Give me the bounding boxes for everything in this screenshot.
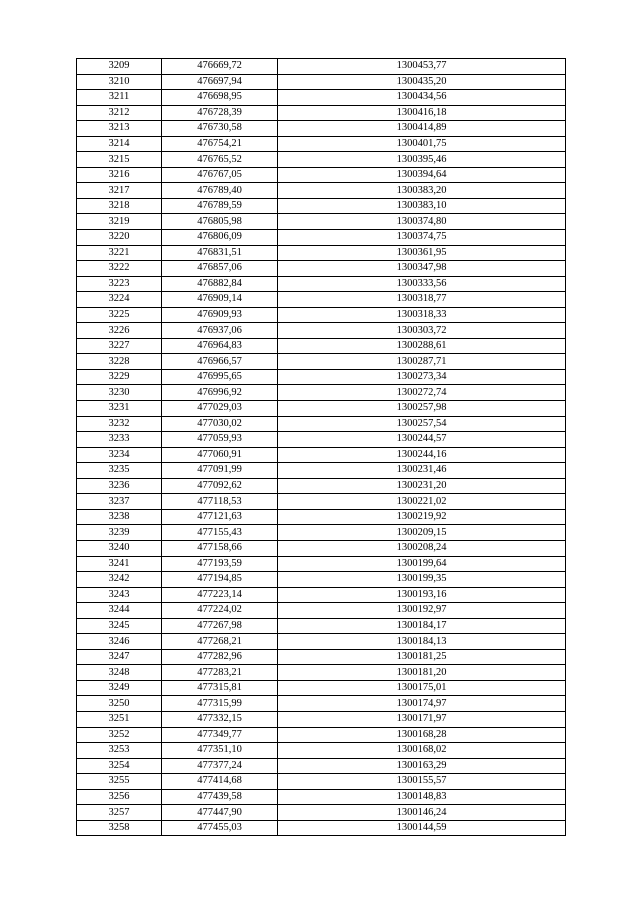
point-number-cell: 3255 (77, 774, 162, 790)
y-coordinate-cell: 1300273,34 (278, 369, 566, 385)
point-number-cell: 3219 (77, 214, 162, 230)
point-number-cell: 3239 (77, 525, 162, 541)
point-number-cell: 3220 (77, 230, 162, 246)
table-row (77, 167, 566, 183)
x-coordinate-cell: 477155,43 (162, 525, 278, 541)
point-number-cell: 3233 (77, 432, 162, 448)
table-row (77, 603, 566, 619)
point-number-cell: 3254 (77, 758, 162, 774)
y-coordinate-cell: 1300257,54 (278, 416, 566, 432)
point-number-cell: 3225 (77, 307, 162, 323)
point-number-cell: 3215 (77, 152, 162, 168)
x-coordinate-cell: 476995,65 (162, 369, 278, 385)
point-number-cell: 3234 (77, 447, 162, 463)
x-coordinate-cell: 477439,58 (162, 789, 278, 805)
y-coordinate-cell: 1300435,20 (278, 74, 566, 90)
y-coordinate-cell: 1300401,75 (278, 136, 566, 152)
point-number-cell: 3240 (77, 540, 162, 556)
table-row (77, 276, 566, 292)
y-coordinate-cell: 1300257,98 (278, 401, 566, 417)
table-row (77, 743, 566, 759)
table-row (77, 214, 566, 230)
table-row (77, 307, 566, 323)
x-coordinate-cell: 476728,39 (162, 105, 278, 121)
table-row (77, 121, 566, 137)
y-coordinate-cell: 1300148,83 (278, 789, 566, 805)
y-coordinate-cell: 1300175,01 (278, 680, 566, 696)
x-coordinate-cell: 476996,92 (162, 385, 278, 401)
y-coordinate-cell: 1300163,29 (278, 758, 566, 774)
point-number-cell: 3217 (77, 183, 162, 199)
point-number-cell: 3252 (77, 727, 162, 743)
x-coordinate-cell: 476697,94 (162, 74, 278, 90)
x-coordinate-cell: 477283,21 (162, 665, 278, 681)
point-number-cell: 3235 (77, 463, 162, 479)
y-coordinate-cell: 1300318,77 (278, 292, 566, 308)
y-coordinate-cell: 1300171,97 (278, 711, 566, 727)
point-number-cell: 3258 (77, 820, 162, 836)
point-number-cell: 3227 (77, 338, 162, 354)
x-coordinate-cell: 476806,09 (162, 230, 278, 246)
point-number-cell: 3222 (77, 261, 162, 277)
point-number-cell: 3237 (77, 494, 162, 510)
coordinates-table-body (77, 59, 566, 836)
table-row (77, 478, 566, 494)
table-row (77, 789, 566, 805)
table-row (77, 463, 566, 479)
y-coordinate-cell: 1300374,75 (278, 230, 566, 246)
x-coordinate-cell: 477268,21 (162, 634, 278, 650)
table-row (77, 680, 566, 696)
table-row (77, 494, 566, 510)
point-number-cell: 3250 (77, 696, 162, 712)
table-row (77, 261, 566, 277)
table-row (77, 509, 566, 525)
point-number-cell: 3238 (77, 509, 162, 525)
y-coordinate-cell: 1300394,64 (278, 167, 566, 183)
y-coordinate-cell: 1300414,89 (278, 121, 566, 137)
y-coordinate-cell: 1300231,20 (278, 478, 566, 494)
table-row (77, 587, 566, 603)
point-number-cell: 3221 (77, 245, 162, 261)
y-coordinate-cell: 1300199,35 (278, 572, 566, 588)
x-coordinate-cell: 477351,10 (162, 743, 278, 759)
y-coordinate-cell: 1300347,98 (278, 261, 566, 277)
x-coordinate-cell: 476789,40 (162, 183, 278, 199)
table-row (77, 540, 566, 556)
x-coordinate-cell: 477158,66 (162, 540, 278, 556)
y-coordinate-cell: 1300374,80 (278, 214, 566, 230)
point-number-cell: 3245 (77, 618, 162, 634)
y-coordinate-cell: 1300416,18 (278, 105, 566, 121)
x-coordinate-cell: 477092,62 (162, 478, 278, 494)
point-number-cell: 3242 (77, 572, 162, 588)
table-row (77, 572, 566, 588)
table-row (77, 59, 566, 75)
x-coordinate-cell: 477315,81 (162, 680, 278, 696)
point-number-cell: 3247 (77, 649, 162, 665)
y-coordinate-cell: 1300181,20 (278, 665, 566, 681)
point-number-cell: 3256 (77, 789, 162, 805)
table-row (77, 618, 566, 634)
table-row (77, 665, 566, 681)
coordinates-table (76, 58, 566, 836)
x-coordinate-cell: 477315,99 (162, 696, 278, 712)
point-number-cell: 3214 (77, 136, 162, 152)
point-number-cell: 3244 (77, 603, 162, 619)
x-coordinate-cell: 476909,93 (162, 307, 278, 323)
x-coordinate-cell: 477118,53 (162, 494, 278, 510)
x-coordinate-cell: 476882,84 (162, 276, 278, 292)
x-coordinate-cell: 476754,21 (162, 136, 278, 152)
point-number-cell: 3253 (77, 743, 162, 759)
table-row (77, 774, 566, 790)
y-coordinate-cell: 1300219,92 (278, 509, 566, 525)
x-coordinate-cell: 476698,95 (162, 90, 278, 106)
table-row (77, 183, 566, 199)
point-number-cell: 3257 (77, 805, 162, 821)
x-coordinate-cell: 476966,57 (162, 354, 278, 370)
table-row (77, 432, 566, 448)
table-row (77, 323, 566, 339)
y-coordinate-cell: 1300155,57 (278, 774, 566, 790)
point-number-cell: 3251 (77, 711, 162, 727)
table-row (77, 556, 566, 572)
y-coordinate-cell: 1300184,13 (278, 634, 566, 650)
x-coordinate-cell: 477121,63 (162, 509, 278, 525)
point-number-cell: 3211 (77, 90, 162, 106)
point-number-cell: 3243 (77, 587, 162, 603)
y-coordinate-cell: 1300244,57 (278, 432, 566, 448)
y-coordinate-cell: 1300361,95 (278, 245, 566, 261)
y-coordinate-cell: 1300453,77 (278, 59, 566, 75)
y-coordinate-cell: 1300434,56 (278, 90, 566, 106)
point-number-cell: 3223 (77, 276, 162, 292)
y-coordinate-cell: 1300288,61 (278, 338, 566, 354)
x-coordinate-cell: 477377,24 (162, 758, 278, 774)
table-row (77, 820, 566, 836)
table-row (77, 758, 566, 774)
point-number-cell: 3236 (77, 478, 162, 494)
y-coordinate-cell: 1300181,25 (278, 649, 566, 665)
x-coordinate-cell: 476831,51 (162, 245, 278, 261)
y-coordinate-cell: 1300184,17 (278, 618, 566, 634)
y-coordinate-cell: 1300272,74 (278, 385, 566, 401)
x-coordinate-cell: 476730,58 (162, 121, 278, 137)
y-coordinate-cell: 1300193,16 (278, 587, 566, 603)
x-coordinate-cell: 476964,83 (162, 338, 278, 354)
y-coordinate-cell: 1300231,46 (278, 463, 566, 479)
x-coordinate-cell: 477030,02 (162, 416, 278, 432)
table-row (77, 354, 566, 370)
table-row (77, 525, 566, 541)
x-coordinate-cell: 477029,03 (162, 401, 278, 417)
y-coordinate-cell: 1300395,46 (278, 152, 566, 168)
x-coordinate-cell: 477223,14 (162, 587, 278, 603)
x-coordinate-cell: 477060,91 (162, 447, 278, 463)
x-coordinate-cell: 477447,90 (162, 805, 278, 821)
x-coordinate-cell: 477282,96 (162, 649, 278, 665)
x-coordinate-cell: 476765,52 (162, 152, 278, 168)
table-row (77, 447, 566, 463)
y-coordinate-cell: 1300192,97 (278, 603, 566, 619)
x-coordinate-cell: 476669,72 (162, 59, 278, 75)
y-coordinate-cell: 1300209,15 (278, 525, 566, 541)
x-coordinate-cell: 476909,14 (162, 292, 278, 308)
table-row (77, 385, 566, 401)
y-coordinate-cell: 1300174,97 (278, 696, 566, 712)
point-number-cell: 3216 (77, 167, 162, 183)
table-row (77, 369, 566, 385)
table-row (77, 416, 566, 432)
x-coordinate-cell: 477267,98 (162, 618, 278, 634)
x-coordinate-cell: 477059,93 (162, 432, 278, 448)
table-row (77, 292, 566, 308)
point-number-cell: 3230 (77, 385, 162, 401)
table-row (77, 727, 566, 743)
x-coordinate-cell: 477224,02 (162, 603, 278, 619)
table-row (77, 338, 566, 354)
table-row (77, 649, 566, 665)
y-coordinate-cell: 1300208,24 (278, 540, 566, 556)
x-coordinate-cell: 477193,59 (162, 556, 278, 572)
y-coordinate-cell: 1300168,02 (278, 743, 566, 759)
point-number-cell: 3213 (77, 121, 162, 137)
table-row (77, 198, 566, 214)
point-number-cell: 3249 (77, 680, 162, 696)
point-number-cell: 3228 (77, 354, 162, 370)
x-coordinate-cell: 477194,85 (162, 572, 278, 588)
table-row (77, 805, 566, 821)
x-coordinate-cell: 477091,99 (162, 463, 278, 479)
table-row (77, 152, 566, 168)
y-coordinate-cell: 1300333,56 (278, 276, 566, 292)
y-coordinate-cell: 1300244,16 (278, 447, 566, 463)
table-row (77, 245, 566, 261)
table-row (77, 696, 566, 712)
y-coordinate-cell: 1300144,59 (278, 820, 566, 836)
x-coordinate-cell: 476805,98 (162, 214, 278, 230)
x-coordinate-cell: 477414,68 (162, 774, 278, 790)
point-number-cell: 3209 (77, 59, 162, 75)
point-number-cell: 3229 (77, 369, 162, 385)
point-number-cell: 3248 (77, 665, 162, 681)
table-row (77, 401, 566, 417)
table-row (77, 230, 566, 246)
y-coordinate-cell: 1300168,28 (278, 727, 566, 743)
table-row (77, 634, 566, 650)
x-coordinate-cell: 477455,03 (162, 820, 278, 836)
x-coordinate-cell: 476937,06 (162, 323, 278, 339)
point-number-cell: 3224 (77, 292, 162, 308)
point-number-cell: 3210 (77, 74, 162, 90)
y-coordinate-cell: 1300318,33 (278, 307, 566, 323)
table-row (77, 90, 566, 106)
point-number-cell: 3226 (77, 323, 162, 339)
point-number-cell: 3232 (77, 416, 162, 432)
x-coordinate-cell: 477332,15 (162, 711, 278, 727)
y-coordinate-cell: 1300383,10 (278, 198, 566, 214)
y-coordinate-cell: 1300287,71 (278, 354, 566, 370)
table-row (77, 105, 566, 121)
point-number-cell: 3212 (77, 105, 162, 121)
table-row (77, 74, 566, 90)
y-coordinate-cell: 1300199,64 (278, 556, 566, 572)
x-coordinate-cell: 476767,05 (162, 167, 278, 183)
y-coordinate-cell: 1300146,24 (278, 805, 566, 821)
y-coordinate-cell: 1300303,72 (278, 323, 566, 339)
point-number-cell: 3218 (77, 198, 162, 214)
table-row (77, 136, 566, 152)
y-coordinate-cell: 1300221,02 (278, 494, 566, 510)
x-coordinate-cell: 476857,06 (162, 261, 278, 277)
table-row (77, 711, 566, 727)
point-number-cell: 3241 (77, 556, 162, 572)
x-coordinate-cell: 477349,77 (162, 727, 278, 743)
y-coordinate-cell: 1300383,20 (278, 183, 566, 199)
point-number-cell: 3231 (77, 401, 162, 417)
x-coordinate-cell: 476789,59 (162, 198, 278, 214)
point-number-cell: 3246 (77, 634, 162, 650)
